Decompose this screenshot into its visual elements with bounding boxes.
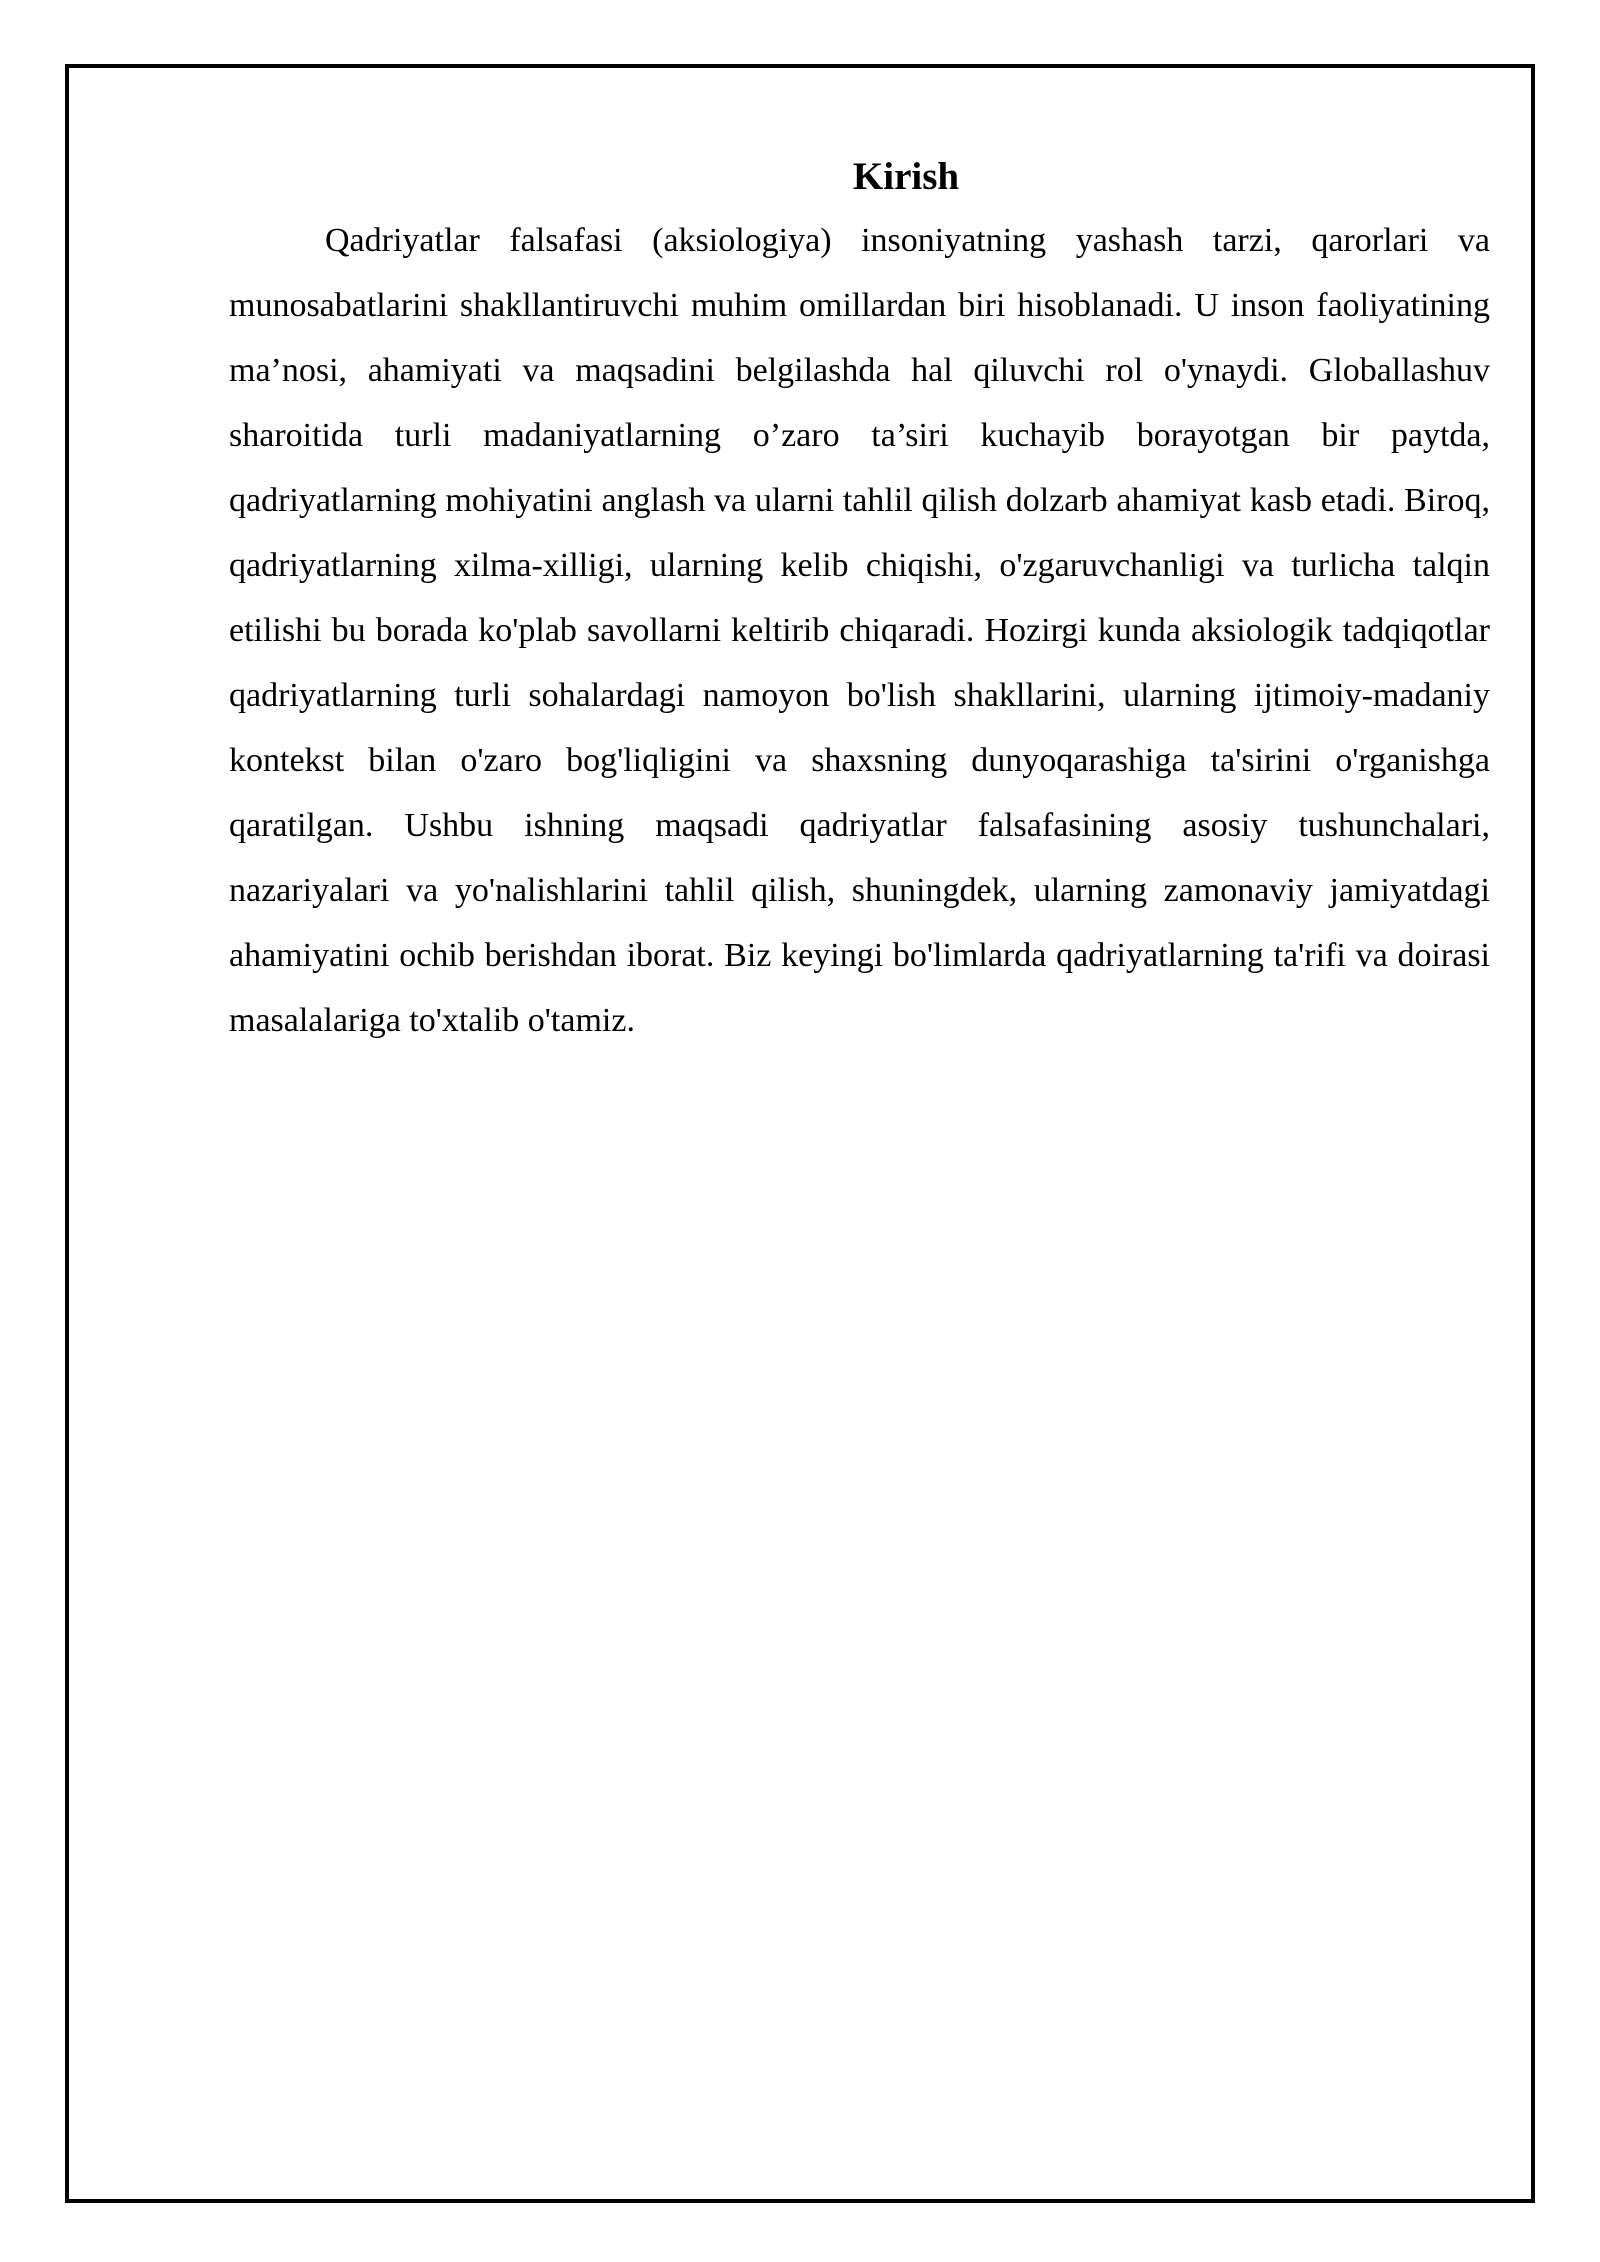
section-title: Kirish bbox=[852, 155, 960, 198]
body-paragraph: Qadriyatlar falsafasi (aksiologiya) insoniyatning yashash tarzi, qarorlari va munosabatlarini shakllantiruvchi muhim omillardan biri hisoblanadi. U inson faoliyatining ma’nosi, ahamiyati va maqsadini belgilashda hal qiluvchi rol o'ynaydi. Globallashuv sharoitida turli madaniyatlarning o’zaro ta’siri kuchayib borayotgan bir paytda, qadriyatlarning mohiyatini anglash va ularni tahlil qilish dolzarb ahamiyat kasb etadi. Biroq, qadriyatlarning xilma-xilligi, ularning kelib chiqishi, o'zgaruvchanligi va turlicha talqin etilishi bu borada ko'plab savollarni keltirib chiqaradi. Hozirgi kunda aksiologik tadqiqotlar qadriyatlarning turli sohalardagi namoyon bo'lish shakllarini, ularning ijtimoiy-madaniy kontekst bilan o'zaro bog'liqligini va shaxsning dunyoqarashiga ta'sirini o'rganishga qaratilgan. Ushbu ishning maqsadi qadriyatlar falsafasining asosiy tushunchalari, nazariyalari va yo'nalishlarini tahlil qilish, shuningdek, ularning zamonaviy jamiyatdagi ahamiyatini ochib berishdan iborat. Biz keyingi bo'limlarda qadriyatlarning ta'rifi va doirasi masalalariga to'xtalib o'tamiz. bbox=[229, 222, 1490, 1039]
page-content bbox=[229, 150, 1490, 1053]
